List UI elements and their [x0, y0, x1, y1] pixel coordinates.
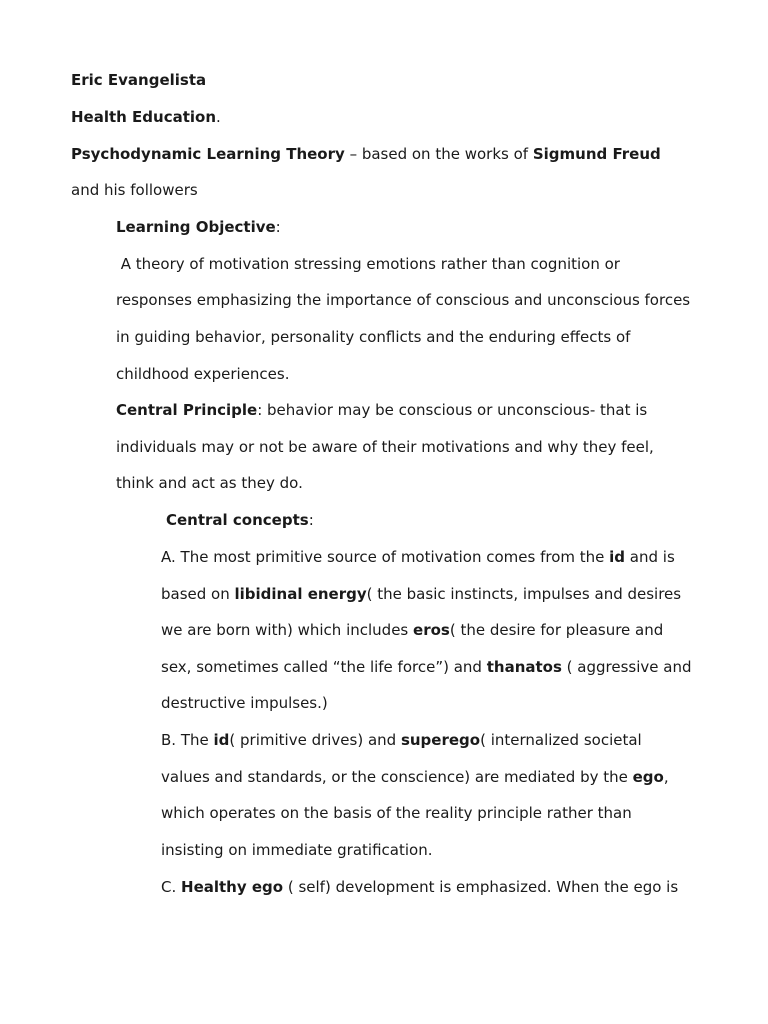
concept-a-l2-pre: based on: [161, 585, 235, 603]
concept-a-l3-post: ( the desire for pleasure and: [449, 621, 664, 639]
concept-b-l1-bold-1: id: [213, 731, 230, 749]
principle-heading: [116, 400, 647, 420]
concept-a-l2-post: ( the basic instincts, impulses and desires: [366, 585, 682, 603]
concept-a-line-4: [161, 657, 692, 677]
objective-line-4: childhood experiences.: [116, 365, 290, 383]
course-name: [71, 107, 221, 127]
concept-b-line-2: [161, 767, 669, 787]
course-name-text: Health Education: [71, 108, 217, 126]
concept-a-l4-bold: thanatos: [486, 658, 562, 676]
concept-a-l3-bold: eros: [413, 621, 450, 639]
concepts-heading: [166, 510, 314, 530]
concepts-label: Central concepts: [166, 511, 309, 529]
concepts-colon: :: [308, 511, 314, 529]
concept-a-l4-post: ( aggressive and: [561, 658, 692, 676]
concept-b-l2-bold: ego: [632, 768, 664, 786]
concept-a-l1-post: and is: [625, 548, 675, 566]
concept-b-line-1: [161, 730, 642, 750]
concept-b-line-4: insisting on immediate gratification.: [161, 841, 433, 859]
concept-a-l2-bold: libidinal energy: [234, 585, 367, 603]
concept-a-l1-bold: id: [609, 548, 626, 566]
concept-c-line-1: [161, 877, 678, 897]
theory-continuation: and his followers: [71, 181, 198, 199]
objective-line-2: responses emphasizing the importance of conscious and unconscious forces: [116, 291, 691, 309]
principle-line-3: think and act as they do.: [116, 474, 303, 492]
concept-c-l1-pre: C.: [161, 878, 182, 896]
concept-a-line-1: [161, 547, 675, 567]
objective-label: Learning Objective: [116, 218, 276, 236]
course-period: .: [216, 108, 221, 126]
principle-text: : behavior may be conscious or unconscious- that is: [257, 401, 648, 419]
concept-a-line-3: [161, 620, 663, 640]
objective-line-1: A theory of motivation stressing emotions rather than cognition or: [116, 255, 620, 273]
concept-c-l1-bold: Healthy ego: [181, 878, 284, 896]
concept-a-line-5: destructive impulses.): [161, 694, 328, 712]
author-name-text: Eric Evangelista: [71, 71, 207, 89]
objective-heading: [116, 217, 281, 237]
concept-b-l1-post: ( internalized societal: [480, 731, 642, 749]
theory-founder: Sigmund Freud: [532, 145, 661, 163]
concept-a-l1-pre: A. The most primitive source of motivation comes from the: [161, 548, 610, 566]
principle-label: Central Principle: [116, 401, 258, 419]
theory-heading: [71, 144, 661, 164]
theory-description: – based on the works of: [344, 145, 533, 163]
concept-b-line-3: which operates on the basis of the reality principle rather than: [161, 804, 632, 822]
principle-line-2: individuals may or not be aware of their motivations and why they feel,: [116, 438, 654, 456]
objective-line-3: in guiding behavior, personality conflicts and the enduring effects of: [116, 328, 631, 346]
concept-b-l2-post: ,: [663, 768, 669, 786]
concept-a-l3-pre: we are born with) which includes: [161, 621, 414, 639]
concept-b-l1-mid: ( primitive drives) and: [229, 731, 401, 749]
concept-a-line-2: [161, 584, 681, 604]
objective-colon: :: [275, 218, 281, 236]
concept-b-l2-pre: values and standards, or the conscience) are mediated by the: [161, 768, 633, 786]
concept-c-l1-post: ( self) development is emphasized. When the ego is: [283, 878, 679, 896]
theory-title: Psychodynamic Learning Theory: [71, 145, 345, 163]
concept-a-l4-pre: sex, sometimes called “the life force”) and: [161, 658, 487, 676]
concept-b-l1-bold-2: superego: [400, 731, 481, 749]
concept-b-l1-pre: B. The: [161, 731, 214, 749]
author-name: [71, 70, 206, 90]
